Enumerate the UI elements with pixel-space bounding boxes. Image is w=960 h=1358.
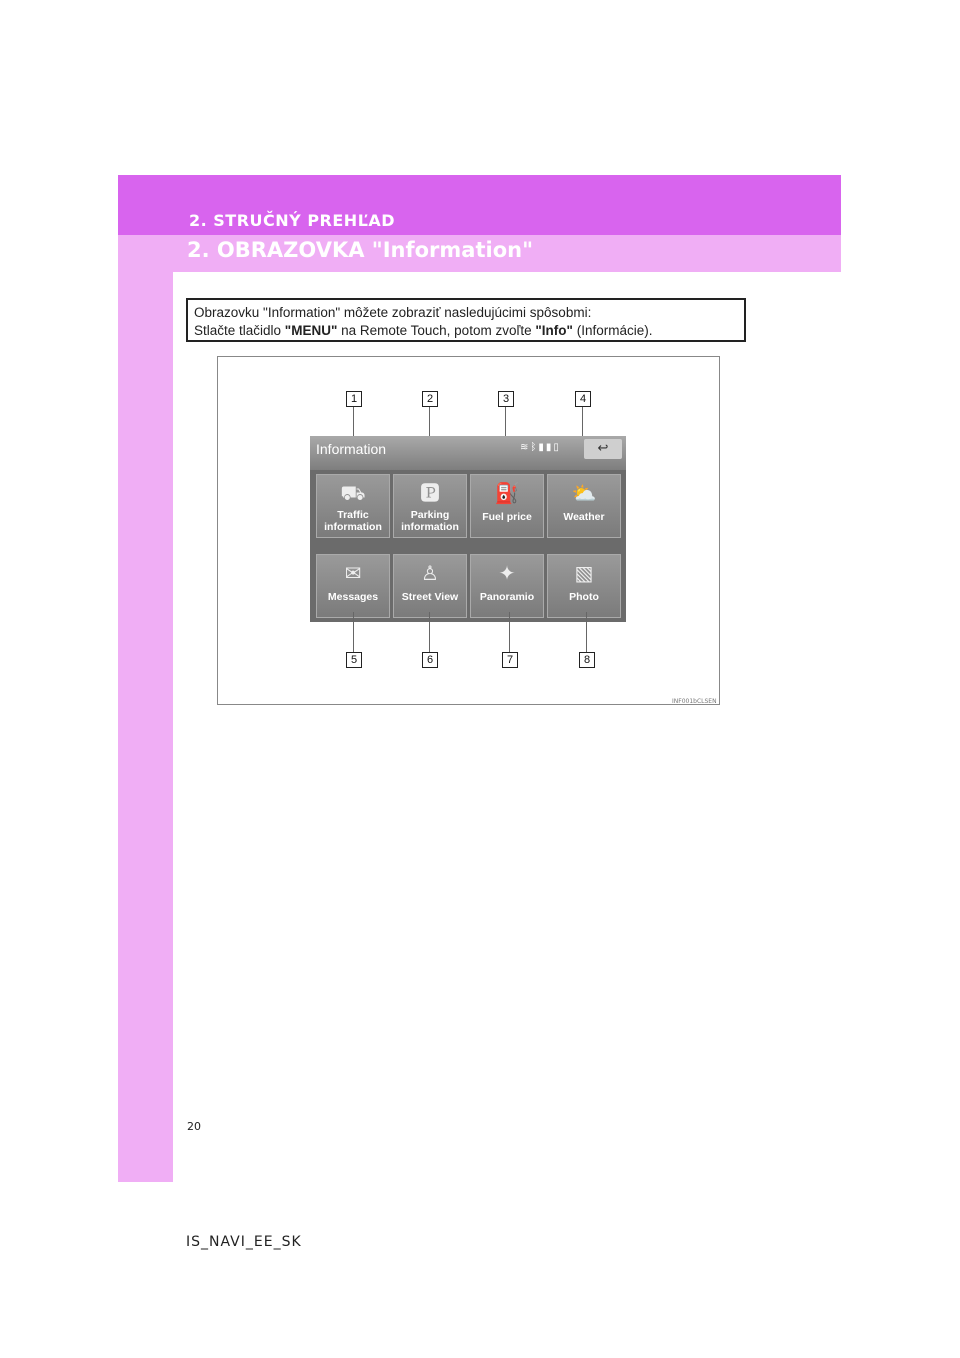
intro-text: na Remote Touch, potom zvoľte — [337, 323, 536, 338]
tile-street-view[interactable] — [393, 554, 467, 618]
envelope-icon: ✉ — [344, 561, 362, 585]
leader-line — [586, 612, 587, 652]
intro-box — [186, 298, 746, 342]
bluetooth-icon: ᛒ — [530, 442, 539, 453]
tile-panoramio[interactable] — [470, 554, 544, 618]
tile-label: Photo — [569, 591, 599, 603]
callout-8: 8 — [579, 652, 595, 668]
tile-photo[interactable] — [547, 554, 621, 618]
callout-6: 6 — [422, 652, 438, 668]
navigation-screen — [310, 436, 626, 622]
parking-icon: 🅿 — [420, 481, 440, 505]
compass-icon: ✦ — [498, 561, 516, 585]
person-icon: ♙ — [421, 561, 439, 585]
tile-label — [317, 509, 389, 533]
tile-traffic-information[interactable] — [316, 474, 390, 538]
traffic-icon: ⛟ — [340, 481, 366, 505]
intro-text: (Informácie). — [572, 323, 653, 338]
callout-5: 5 — [346, 652, 362, 668]
tile-label: Messages — [327, 591, 379, 603]
document-code: IS_NAVI_EE_SK — [186, 1234, 302, 1250]
tile-label-line: Parking — [410, 509, 450, 521]
info-keyword: "Info" — [535, 323, 573, 338]
tile-label — [394, 509, 466, 533]
leader-line — [429, 612, 430, 652]
back-arrow-icon: ↩ — [597, 441, 609, 456]
back-button[interactable] — [584, 439, 622, 459]
tile-label: Panoramio — [479, 591, 535, 603]
tile-messages[interactable] — [316, 554, 390, 618]
menu-keyword: "MENU" — [284, 323, 338, 338]
status-icons — [520, 442, 561, 453]
tile-parking-information[interactable] — [393, 474, 467, 538]
intro-line-1: Obrazovku "Information" môžete zobraziť nasledujúcimi spôsobmi: — [194, 305, 592, 320]
screen-header — [310, 436, 626, 470]
photo-icon: ▧ — [574, 561, 594, 585]
intro-line-2 — [194, 322, 738, 340]
tile-label: Fuel price — [482, 511, 532, 523]
wifi-icon: ≋ — [520, 442, 531, 453]
tile-weather[interactable] — [547, 474, 621, 538]
weather-icon: ⛅ — [571, 481, 597, 505]
tile-fuel-price[interactable] — [470, 474, 544, 538]
side-band — [118, 175, 173, 1182]
callout-4: 4 — [575, 391, 591, 407]
callout-2: 2 — [422, 391, 438, 407]
tile-label-line: Traffic — [337, 509, 369, 521]
battery-icon: ▯ — [553, 442, 561, 453]
callout-3: 3 — [498, 391, 514, 407]
tile-label-line: information — [324, 521, 382, 533]
page-number: 20 — [187, 1120, 201, 1133]
tile-label: Street View — [401, 591, 459, 603]
leader-line — [509, 612, 510, 652]
fuel-icon: ⛽ — [494, 481, 520, 505]
screen-title: Information — [316, 441, 387, 457]
figure-code: INF001bCLSEN — [672, 698, 717, 705]
page-title: 2. OBRAZOVKA "Information" — [187, 238, 534, 262]
callout-7: 7 — [502, 652, 518, 668]
signal-icon: ▮▮ — [538, 442, 554, 453]
tile-label-line: information — [401, 521, 459, 533]
leader-line — [353, 612, 354, 652]
callout-1: 1 — [346, 391, 362, 407]
intro-text: Stlačte tlačidlo — [194, 323, 285, 338]
section-label: 2. STRUČNÝ PREHĽAD — [189, 211, 396, 230]
tile-label: Weather — [563, 511, 605, 523]
